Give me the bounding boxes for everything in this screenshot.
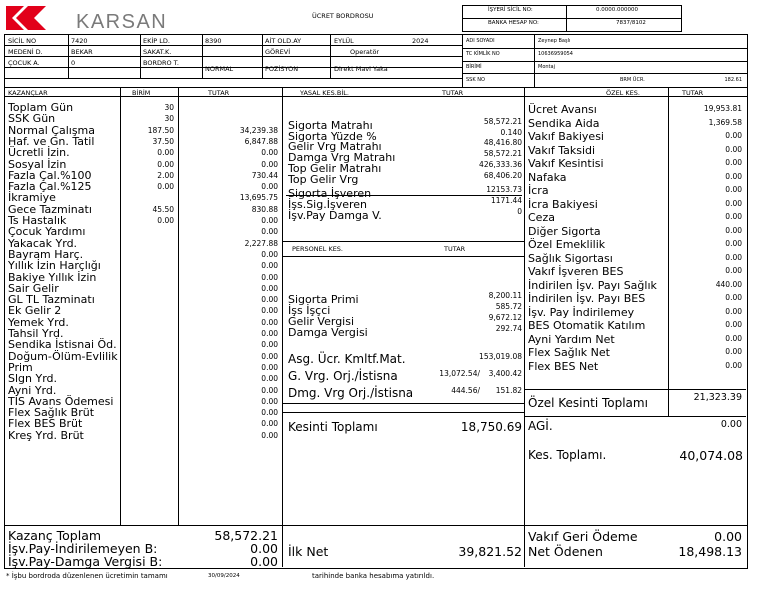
- personel-label: Sigorta Primi: [288, 293, 359, 306]
- ozel-value: 0.00: [725, 131, 742, 140]
- karsan-logo-icon: [6, 6, 46, 30]
- earning-label: Kreş Yrd. Brüt: [8, 428, 84, 442]
- earning-label: Ücretli İzin.: [8, 146, 70, 160]
- earning-birim: 187.50: [147, 125, 174, 135]
- earning-label: Doğum-Ölüm-Evlilik: [8, 349, 118, 363]
- yasal-label: Damga Vrg Matrahı: [288, 151, 396, 165]
- brm-label: BRM ÜCR.: [620, 77, 645, 83]
- col-tutar3: TUTAR: [682, 89, 704, 97]
- earning-label: Sair Gelir: [8, 281, 59, 295]
- earning-tutar: 6,847.88: [244, 136, 278, 146]
- gorevi-label: GÖREVİ: [265, 48, 291, 56]
- ozel-label: Ceza: [528, 211, 555, 224]
- earning-tutar: 0.00: [261, 216, 278, 225]
- bordro-label: BORDRO T.: [143, 59, 179, 67]
- isv-indirilemeyen-value: 0.00: [250, 541, 278, 556]
- yasal-value: 0.140: [500, 127, 522, 137]
- asgari-label: Asg. Ücr. Kmltf.Mat.: [288, 352, 406, 366]
- ozel-label: Vakıf Taksidi: [528, 143, 596, 157]
- ozel-label: Diğer Sigorta: [528, 224, 601, 238]
- ilk-net-label: İlk Net: [288, 544, 329, 559]
- earning-tutar: 0.00: [261, 385, 278, 395]
- yasal-value: 1171.44: [490, 195, 522, 205]
- earning-label: Haf. ve Gn. Tatil: [8, 134, 95, 148]
- earning-label: Flex Sağlık Brüt: [8, 406, 95, 420]
- ozel-label: BES Otomatik Katılım: [528, 319, 646, 332]
- ozel-value: 0.00: [725, 239, 742, 248]
- personel-value: 8,200.11: [488, 291, 522, 300]
- yasal-label: Sigorta Matrahı: [288, 119, 373, 132]
- agi-label: AGİ.: [528, 419, 553, 433]
- yasal-label: İşs.Sig.İşveren: [288, 197, 367, 211]
- earning-label: Fazla Çal.%100: [8, 168, 92, 182]
- vakif-geri-odeme-value: 0.00: [714, 529, 742, 544]
- adi-label: ADI SOYADI: [466, 38, 495, 44]
- ekip-label: EKİP LD.: [143, 37, 170, 45]
- earning-tutar: 0.00: [261, 182, 278, 192]
- ozel-label: Sağlık Sigortası: [528, 251, 613, 265]
- ozel-value: 440.00: [715, 279, 742, 289]
- asgari-value-1: 444.56/: [451, 386, 480, 395]
- earning-label: Flex BES Brüt: [8, 417, 83, 431]
- ozel-label: Vakıf Kesintisi: [528, 157, 604, 170]
- kesinti-toplami-label: Kesinti Toplamı: [288, 420, 378, 434]
- personel-label: Damga Vergisi: [288, 326, 368, 339]
- earning-tutar: 0.00: [261, 261, 278, 271]
- ozel-value: 0.00: [725, 171, 742, 181]
- personel-value: 292.74: [495, 324, 522, 333]
- footer-date: 30/09/2024: [208, 573, 240, 579]
- earning-tutar: 34,239.38: [239, 125, 278, 135]
- ozel-label: Flex BES Net: [528, 359, 599, 373]
- kes-toplam-label: Kes. Toplamı.: [528, 448, 607, 462]
- earning-tutar: 13,695.75: [239, 193, 278, 203]
- ozel-value: 0.00: [725, 320, 742, 329]
- earning-tutar: 2,227.88: [244, 238, 278, 248]
- yasal-label: Sigorta İşveren: [288, 187, 372, 201]
- ait-year: 2024: [412, 37, 429, 45]
- kes-toplam-value: 40,074.08: [679, 448, 743, 463]
- yasal-value: 48,416.80: [483, 138, 522, 148]
- ozel-label: Ayni Yardım Net: [528, 332, 615, 346]
- earning-tutar: 0.00: [261, 295, 278, 305]
- earning-tutar: 0.00: [261, 362, 278, 372]
- gorevi-value: Operatör: [350, 48, 380, 56]
- pozisyon-label: POZİSYON: [265, 65, 299, 73]
- ozel-label: İndirilen İşv. Payı Sağlık: [528, 278, 657, 292]
- net-odenen-label: Net Ödenen: [528, 544, 603, 559]
- footer-prefix: * İşbu bordroda düzenlenen ücretimin tamamı: [6, 572, 168, 580]
- yasal-value: 58,572.21: [483, 149, 522, 159]
- ozel-value: 0.00: [725, 198, 742, 208]
- isyeri-sicil-value: 0.0000.000000: [596, 7, 638, 13]
- yasal-label: Top Gelir Vrg: [288, 172, 359, 186]
- earning-tutar: 0.00: [261, 272, 278, 282]
- earning-tutar: 0.00: [261, 374, 278, 384]
- personel-value: 585.72: [495, 302, 522, 311]
- tc-label: TC KİMLİK NO: [466, 51, 500, 57]
- earning-label: Yakacak Yrd.: [8, 236, 78, 250]
- col-tutar2: TUTAR: [442, 89, 464, 97]
- medeni-label: MEDENİ D.: [8, 48, 43, 56]
- earning-label: Fazla Çal.%125: [8, 180, 92, 194]
- adi-value: Zeynep Başlı: [538, 38, 571, 44]
- earning-tutar: 0.00: [261, 283, 278, 293]
- asgari-label: G. Vrg. Orj./İstisna: [288, 369, 398, 383]
- ozel-label: İcra: [528, 184, 549, 197]
- earning-birim: 0.00: [157, 182, 174, 192]
- earning-tutar: 0.00: [261, 227, 278, 237]
- yasal-value: 426,333.36: [479, 159, 522, 169]
- earning-tutar: 0.00: [261, 329, 278, 338]
- ozel-label: İndirilen İşv. Payı BES: [528, 292, 646, 305]
- earning-label: Yemek Yrd.: [8, 315, 69, 329]
- birim-label: BİRİMİ: [466, 64, 482, 70]
- earning-label: Slgn Yrd.: [8, 372, 58, 386]
- ozel-value: 0.00: [725, 347, 742, 356]
- net-odenen-value: 18,498.13: [678, 544, 742, 559]
- ozel-label: Vakıf Bakiyesi: [528, 130, 604, 143]
- yasal-value: 68,406.20: [483, 170, 522, 180]
- earning-label: Prim: [8, 360, 33, 374]
- earning-label: Sendika İstisnai Öd.: [8, 338, 117, 352]
- yasal-value: 58,572.21: [483, 117, 522, 126]
- cocuk-value: 0: [71, 59, 76, 67]
- earning-birim: 0.00: [157, 148, 174, 158]
- earning-birim: 2.00: [157, 170, 174, 180]
- earning-label: TİS Avans Ödemesi: [8, 394, 114, 408]
- kesinti-toplami-value: 18,750.69: [460, 420, 522, 434]
- ozel-toplam-label: Özel Kesinti Toplamı: [528, 396, 648, 410]
- ozel-label: İcra Bakiyesi: [528, 197, 598, 211]
- isv-damga-label: İşv.Pay-Damga Vergisi B:: [8, 554, 163, 569]
- ozel-value: 0.00: [725, 158, 742, 167]
- earning-birim: 0.00: [157, 216, 174, 225]
- earning-birim: 30: [164, 114, 174, 124]
- earning-label: Sosyal İzin: [8, 157, 67, 171]
- col-kazanclar: KAZANÇLAR: [8, 89, 48, 97]
- kazanc-toplam-value: 58,572.21: [214, 528, 278, 543]
- personel-tutar-header: TUTAR: [444, 245, 466, 253]
- isyeri-sicil-label: İŞYERİ SİCİL NO:: [488, 7, 533, 13]
- ozel-value: 0.00: [725, 360, 742, 370]
- medeni-value: BEKAR: [71, 48, 93, 56]
- earning-label: Çocuk Yardımı: [8, 225, 86, 239]
- yasal-value: 12153.73: [486, 185, 522, 195]
- personel-value: 9,672.12: [488, 313, 522, 322]
- sicil-value: 7420: [71, 37, 88, 45]
- banka-hesap-value: 7837/8102: [616, 20, 646, 26]
- earning-tutar: 0.00: [261, 396, 278, 406]
- col-ozel: ÖZEL KES.: [606, 89, 640, 97]
- bordro-value: NORMAL: [205, 65, 234, 73]
- ozel-label: Nafaka: [528, 170, 567, 184]
- earning-label: Ek Gelir 2: [8, 304, 62, 318]
- yasal-label: İşv.Pay Damga V.: [288, 208, 382, 222]
- earning-label: Toplam Gün: [8, 101, 74, 114]
- brm-value: 182.61: [724, 77, 742, 83]
- ait-month: EYLÜL: [334, 37, 354, 45]
- ozel-label: Vakıf İşveren BES: [528, 265, 624, 278]
- ozel-value: 0.00: [725, 266, 742, 275]
- ozel-value: 0.00: [725, 185, 742, 194]
- ekip-value: 8390: [205, 37, 222, 45]
- yasal-label: Sigorta Yüzde %: [288, 129, 377, 143]
- birim-value: Montaj: [538, 64, 555, 70]
- asgari-value-2: 151.82: [495, 386, 522, 395]
- earning-label: Gece Tazminatı: [8, 202, 92, 216]
- ozel-value: 0.00: [725, 252, 742, 262]
- earning-birim: 37.50: [152, 136, 174, 146]
- ait-label: AİT OLD.AY: [265, 37, 302, 45]
- asgari-label: Dmg. Vrg Orj./İstisna: [288, 386, 414, 400]
- personel-label: İşs İşçci: [288, 304, 331, 317]
- yasal-value: 0: [517, 206, 522, 216]
- earning-tutar: 0.00: [261, 249, 278, 259]
- earning-label: SSK Gün: [8, 112, 56, 126]
- earning-tutar: 730.44: [251, 170, 278, 180]
- earning-label: Tahsil Yrd.: [8, 327, 64, 340]
- ozel-value: 0.00: [725, 333, 742, 343]
- col-birim: BİRİM: [132, 89, 151, 97]
- sakat-label: SAKAT.K.: [143, 48, 172, 56]
- asgari-value-1: 13,072.54/: [439, 369, 480, 378]
- earning-tutar: 0.00: [261, 306, 278, 316]
- asgari-value-2: 3,400.42: [488, 369, 522, 378]
- earning-birim: 45.50: [152, 204, 174, 214]
- company-name: KARSAN: [76, 11, 168, 33]
- agi-value: 0.00: [720, 419, 742, 430]
- earning-label: Normal Çalışma: [8, 123, 96, 137]
- sicil-label: SİCİL NO: [8, 37, 37, 45]
- ozel-value: 0.00: [725, 144, 742, 154]
- yasal-label: Gelir Vrg Matrahı: [288, 140, 382, 154]
- personel-label: Gelir Vergisi: [288, 315, 355, 328]
- document-title: ÜCRET BORDROSU: [312, 12, 374, 20]
- ozel-value: 0.00: [725, 293, 742, 302]
- ozel-value: 19,953.81: [703, 104, 742, 113]
- ozel-label: Sendika Aida: [528, 116, 600, 130]
- earning-label: Yıllık İzin Harçlığı: [8, 259, 101, 273]
- cocuk-label: ÇOCUK A.: [8, 59, 40, 67]
- ozel-toplam-value: 21,323.39: [693, 392, 742, 403]
- ozel-label: Flex Sağlık Net: [528, 346, 610, 359]
- ozel-label: İşv. Pay İndirilemey: [528, 305, 635, 319]
- pozisyon-value: Direkt Mavi Yaka: [334, 65, 388, 73]
- ozel-label: Özel Emeklilik: [528, 238, 606, 251]
- earning-birim: 0.00: [157, 159, 174, 169]
- banka-hesap-label: BANKA HESAP NO:: [488, 20, 539, 26]
- yasal-label: Top Gelir Matrahı: [288, 161, 382, 175]
- ozel-value: 0.00: [725, 212, 742, 221]
- earning-label: Ts Hastalık: [8, 214, 67, 227]
- earning-tutar: 0.00: [261, 351, 278, 361]
- earning-tutar: 0.00: [261, 408, 278, 418]
- earning-tutar: 0.00: [261, 317, 278, 327]
- personel-kes-header: PERSONEL KES.: [292, 245, 344, 253]
- earning-tutar: 0.00: [261, 340, 278, 350]
- earning-birim: 30: [164, 103, 174, 112]
- ozel-value: 1,369.58: [708, 117, 742, 127]
- earning-label: Ayni Yrd.: [8, 383, 57, 397]
- tc-value: 10636959054: [538, 51, 573, 57]
- earning-label: İkramiye: [8, 191, 56, 205]
- footer-suffix: tarihinde banka hesabıma yatırıldı.: [312, 572, 435, 580]
- earning-label: Bayram Harç.: [8, 247, 84, 261]
- isv-damga-value: 0.00: [250, 554, 278, 569]
- col-yasal: YASAL KES.BİL.: [300, 89, 349, 97]
- col-tutar: TUTAR: [208, 89, 230, 97]
- ozel-value: 0.00: [725, 225, 742, 235]
- asgari-value-2: 153,019.08: [479, 352, 522, 361]
- vakif-geri-odeme-label: Vakıf Geri Ödeme: [528, 529, 638, 544]
- ilk-net-value: 39,821.52: [458, 544, 522, 559]
- earning-tutar: 0.00: [261, 159, 278, 169]
- isv-indirilemeyen-label: İşv.Pay-İndirilemeyen B:: [8, 541, 158, 556]
- earning-tutar: 0.00: [261, 419, 278, 429]
- earning-tutar: 830.88: [251, 204, 278, 214]
- ozel-label: Ücret Avansı: [528, 103, 597, 116]
- earning-tutar: 0.00: [261, 148, 278, 158]
- ssk-label: SSK NO: [466, 77, 485, 83]
- ozel-value: 0.00: [725, 306, 742, 316]
- earning-tutar: 0.00: [261, 430, 278, 440]
- kazanc-toplam-label: Kazanç Toplam: [8, 528, 102, 543]
- earning-label: Bakiye Yıllık İzin: [8, 270, 97, 284]
- earning-label: GL TL Tazminatı: [8, 293, 95, 307]
